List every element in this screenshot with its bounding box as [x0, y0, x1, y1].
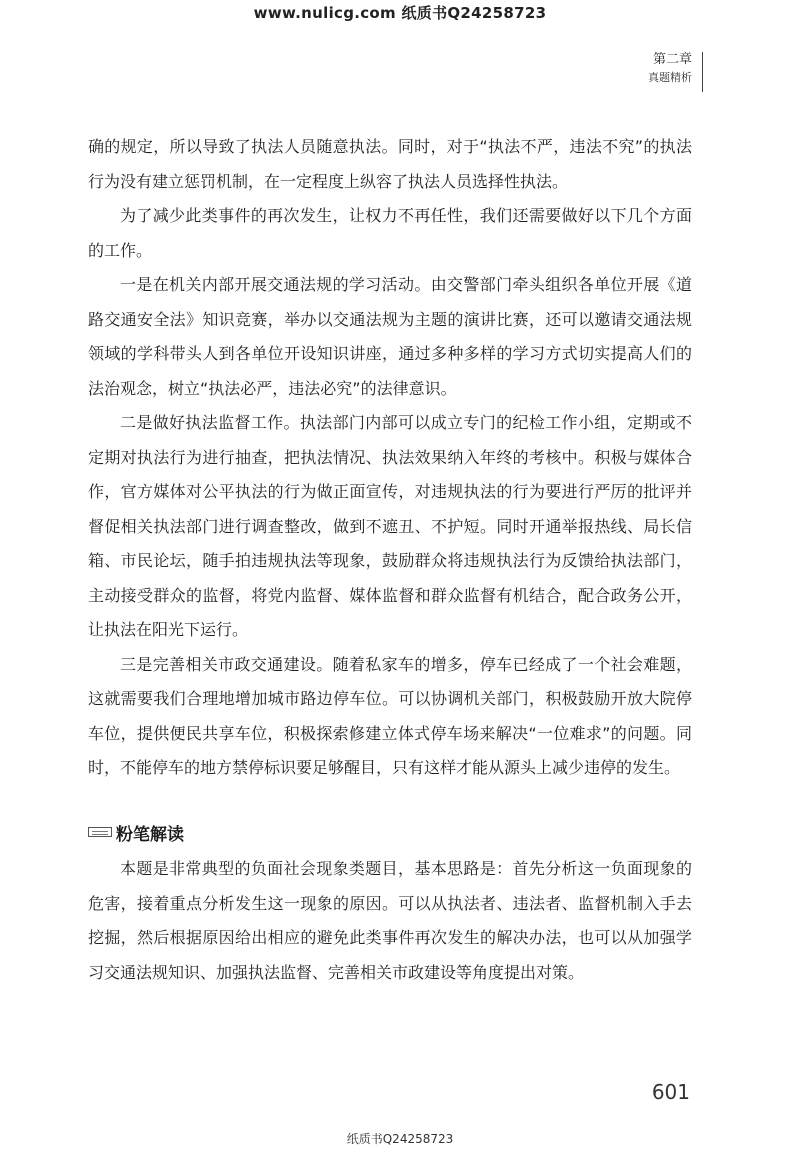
body-paragraph: 为了减少此类事件的再次发生，让权力不再任性，我们还需要做好以下几个方面的工作。 — [88, 206, 692, 260]
body-paragraph: 确的规定，所以导致了执法人员随意执法。同时，对于“执法不严，违法不究”的执法行为没有建立惩罚机制，在一定程度上纵容了执法人员选择性执法。 — [88, 137, 692, 191]
body-paragraph: 三是完善相关市政交通建设。随着私家车的增多，停车已经成了一个社会难题，这就需要我们合理地增加城市路边停车位。可以协调机关部门，积极鼓励开放大院停车位，提供便民共享车位，积极探索修建立体式停车场来解决“一位难求”的问题。同时，不能停车的地方禁停标识要足够醒目，只有这样才能从源头上减少违停的发生。 — [88, 654, 692, 777]
chapter-header — [648, 50, 692, 86]
top-watermark: www.nulicg.com 纸质书Q24258723 — [253, 4, 547, 22]
interpretation-heading — [88, 820, 184, 844]
interpretation-title: 粉笔解读 — [116, 824, 184, 845]
body-paragraph: 一是在机关内部开展交通法规的学习活动。由交警部门牵头组织各单位开展《道路交通安全法》知识竞赛，举办以交通法规为主题的演讲比赛，还可以邀请交通法规领域的学科带头人到各单位开设知识讲座，通过多种多样的学习方式切实提高人们的法治观念，树立“执法必严，违法必究”的法律意识。 — [88, 275, 692, 398]
section-marker-icon — [88, 827, 112, 837]
interpretation-body — [88, 852, 692, 990]
interpretation-paragraph: 本题是非常典型的负面社会现象类题目，基本思路是：首先分析这一负面现象的危害，接着重点分析发生这一现象的原因。可以从执法者、违法者、监督机制入手去挖掘，然后根据原因给出相应的避免此类事件再次发生的解决办法，也可以从加强学习交通法规知识、加强执法监督、完善相关市政建设等角度提出对策。 — [88, 859, 692, 982]
chapter-divider — [702, 52, 703, 92]
page-number: 601 — [651, 1080, 690, 1104]
main-body — [88, 130, 692, 786]
bottom-watermark: 纸质书Q24258723 — [346, 1132, 454, 1146]
chapter-title: 第二章 — [652, 52, 692, 67]
chapter-subtitle: 真题精析 — [648, 71, 692, 84]
body-paragraph: 二是做好执法监督工作。执法部门内部可以成立专门的纪检工作小组，定期或不定期对执法行为进行抽查，把执法情况、执法效果纳入年终的考核中。积极与媒体合作，官方媒体对公平执法的行为做正面宣传，对违规执法的行为要进行严厉的批评并督促相关执法部门进行调查整改，做到不遮丑、不护短。同时开通举报热线、局长信箱、市民论坛，随手拍违规执法等现象，鼓励群众将违规执法行为反馈给执法部门，主动接受群众的监督，将党内监督、媒体监督和群众监督有机结合，配合政务公开，让执法在阳光下运行。 — [88, 413, 692, 639]
